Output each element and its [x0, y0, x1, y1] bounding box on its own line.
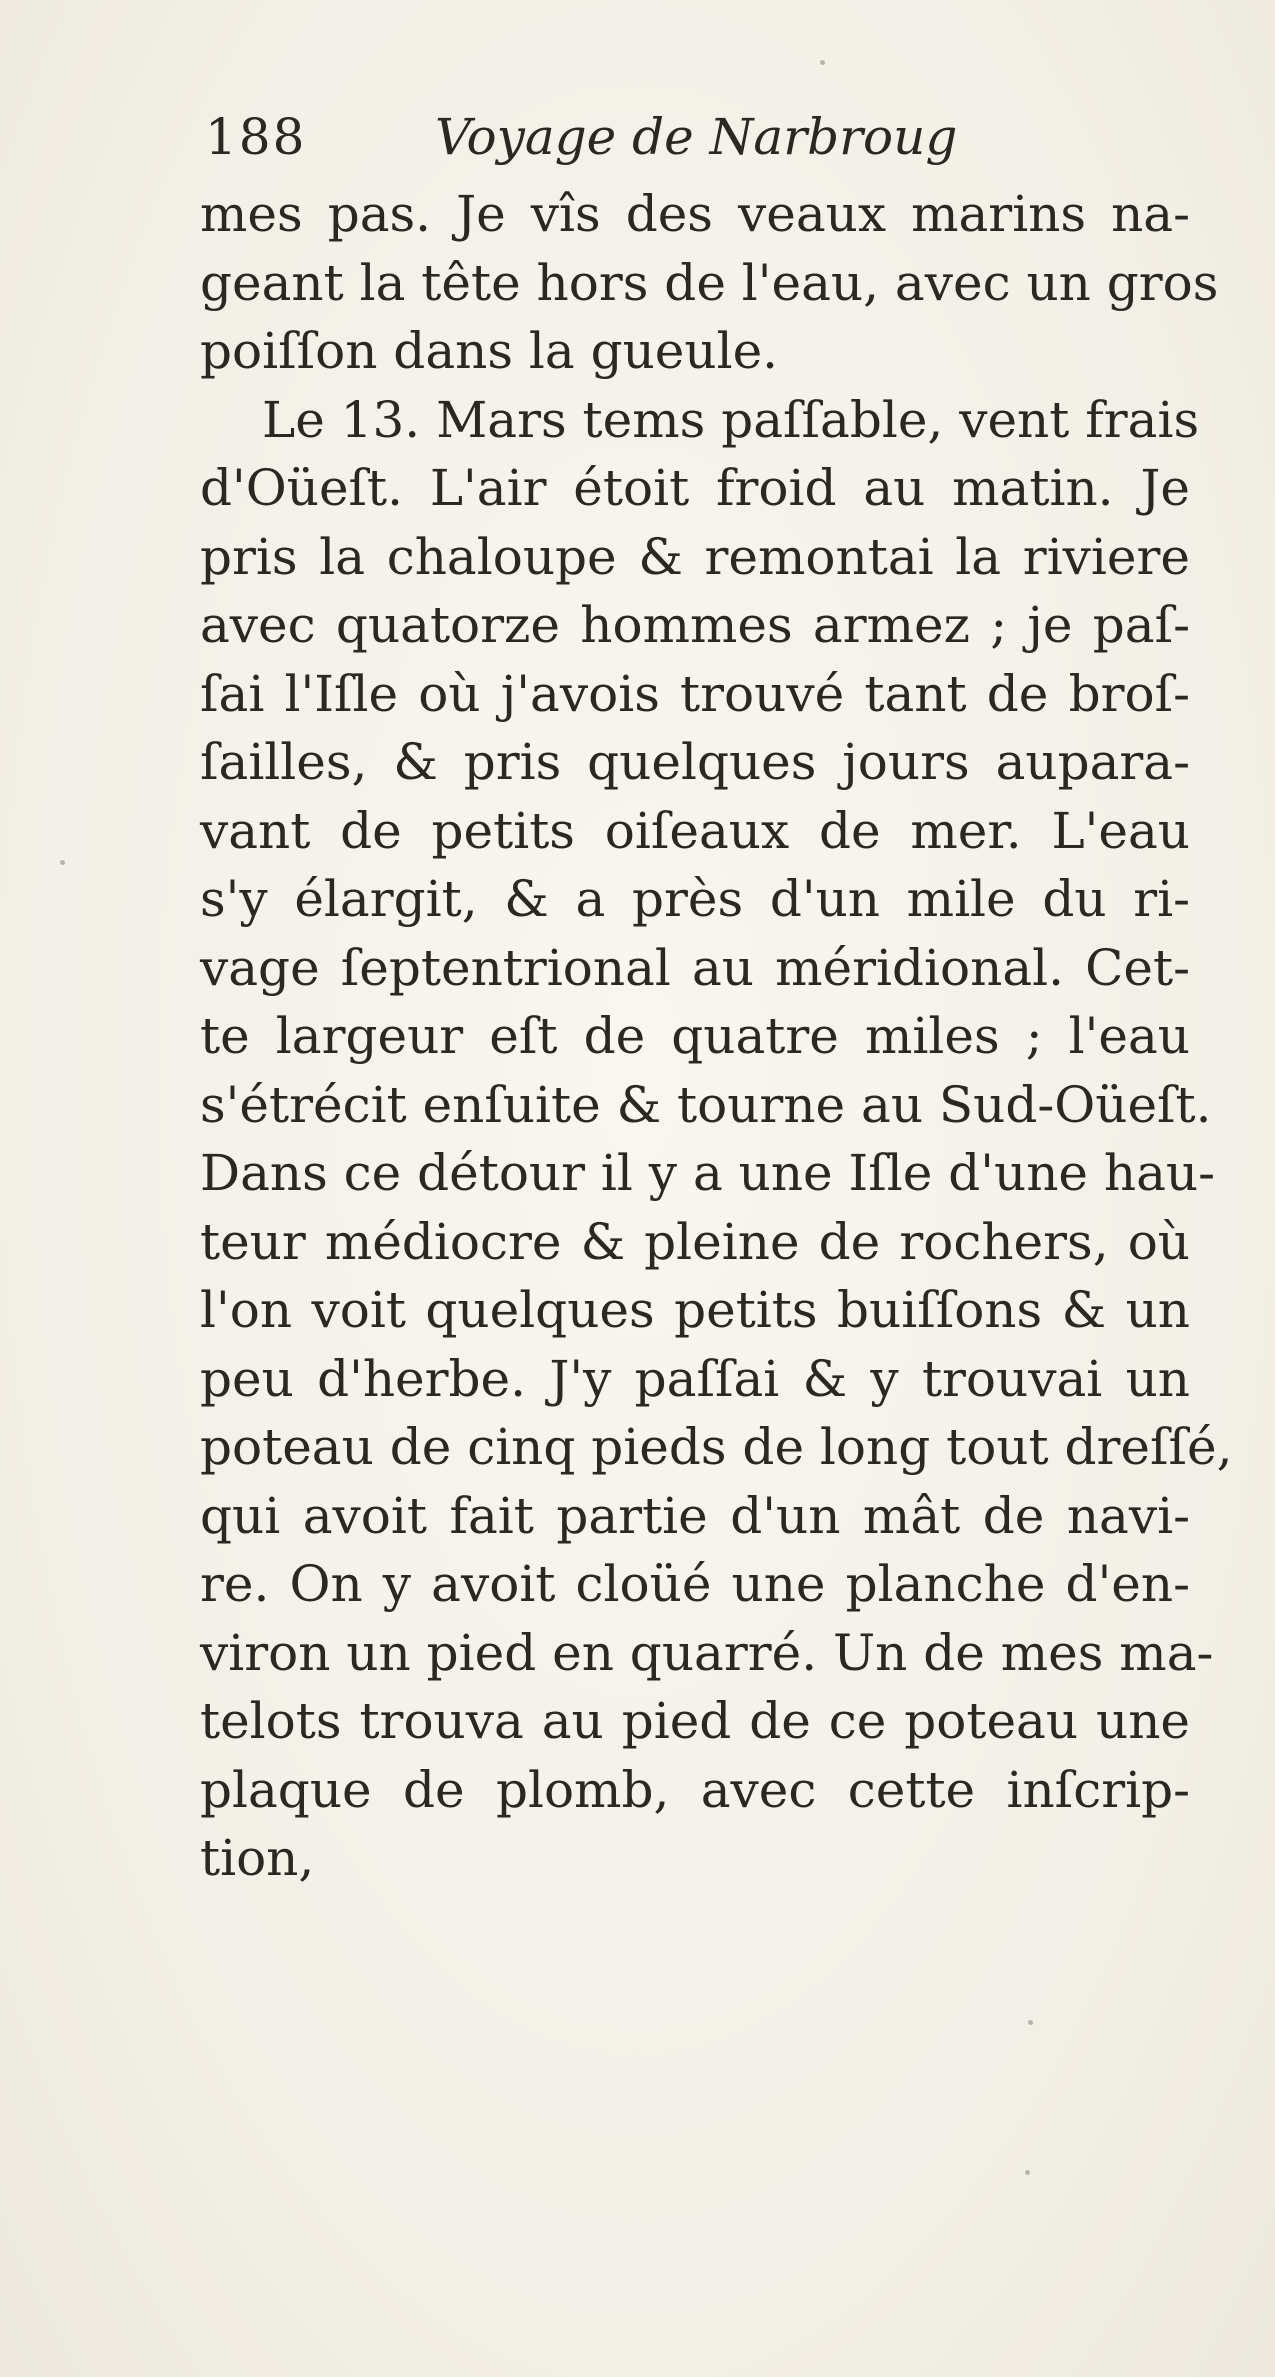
text-line: d'Oüeſt. L'air étoit froid au matin. Je	[200, 459, 1190, 517]
text-line: plaque de plomb, avec cette inſcrip-	[200, 1760, 1190, 1819]
text-line: geant la tête hors de l'eau, avec un gros	[200, 253, 1219, 312]
text-line: l'on voit quelques petits buiſſons & un	[200, 1281, 1190, 1339]
text-line: s'étrécit enſuite & tourne au Sud-Oüeſt.	[200, 1075, 1212, 1134]
text-line: peu d'herbe. J'y paſſai & y trouvai un	[200, 1349, 1190, 1408]
page-header	[205, 108, 1145, 178]
text-line: s'y élargit, & a près d'un mile du ri-	[200, 870, 1190, 928]
text-line: poiſſon dans la gueule.	[200, 322, 779, 380]
text-line: viron un pied en quarré. Un de mes ma-	[200, 1623, 1214, 1682]
paper-speck	[1028, 2020, 1033, 2025]
text-line: ſai l'Iſle où j'avois trouvé tant de broſ-	[200, 664, 1190, 723]
body-text	[200, 180, 1233, 1893]
running-title: Voyage de Narbroug	[435, 108, 958, 166]
text-line: tion,	[200, 1829, 315, 1887]
text-line: mes pas. Je vîs des veaux marins na-	[200, 185, 1190, 243]
text-line: ſailles, & pris quelques jours aupara-	[200, 733, 1190, 791]
text-line: telots trouva au pied de ce poteau une	[200, 1692, 1190, 1750]
text-line: vant de petits oiſeaux de mer. L'eau	[200, 801, 1190, 860]
text-line: Le 13. Mars tems paſſable, vent frais	[262, 390, 1200, 449]
text-line: qui avoit fait partie d'un mât de navi-	[200, 1486, 1190, 1545]
text-line: Dans ce détour il y a une Iſle d'une hau-	[200, 1144, 1216, 1202]
text-line: avec quatorze hommes armez ; je paſ-	[200, 596, 1190, 654]
text-line: te largeur eſt de quatre miles ; l'eau	[200, 1007, 1190, 1065]
text-line: poteau de cinq pieds de long tout dreſſé,	[200, 1418, 1233, 1476]
text-line: re. On y avoit cloüé une planche d'en-	[200, 1555, 1190, 1613]
paper-speck	[1025, 2170, 1030, 2175]
page-number: 188	[205, 108, 307, 166]
text-line: vage ſeptentrional au méridional. Cet-	[200, 938, 1190, 997]
text-line: teur médiocre & pleine de rochers, où	[200, 1212, 1190, 1271]
paper-speck	[820, 60, 825, 65]
paper-speck	[60, 860, 65, 865]
text-line: pris la chaloupe & remontai la riviere	[200, 527, 1190, 586]
